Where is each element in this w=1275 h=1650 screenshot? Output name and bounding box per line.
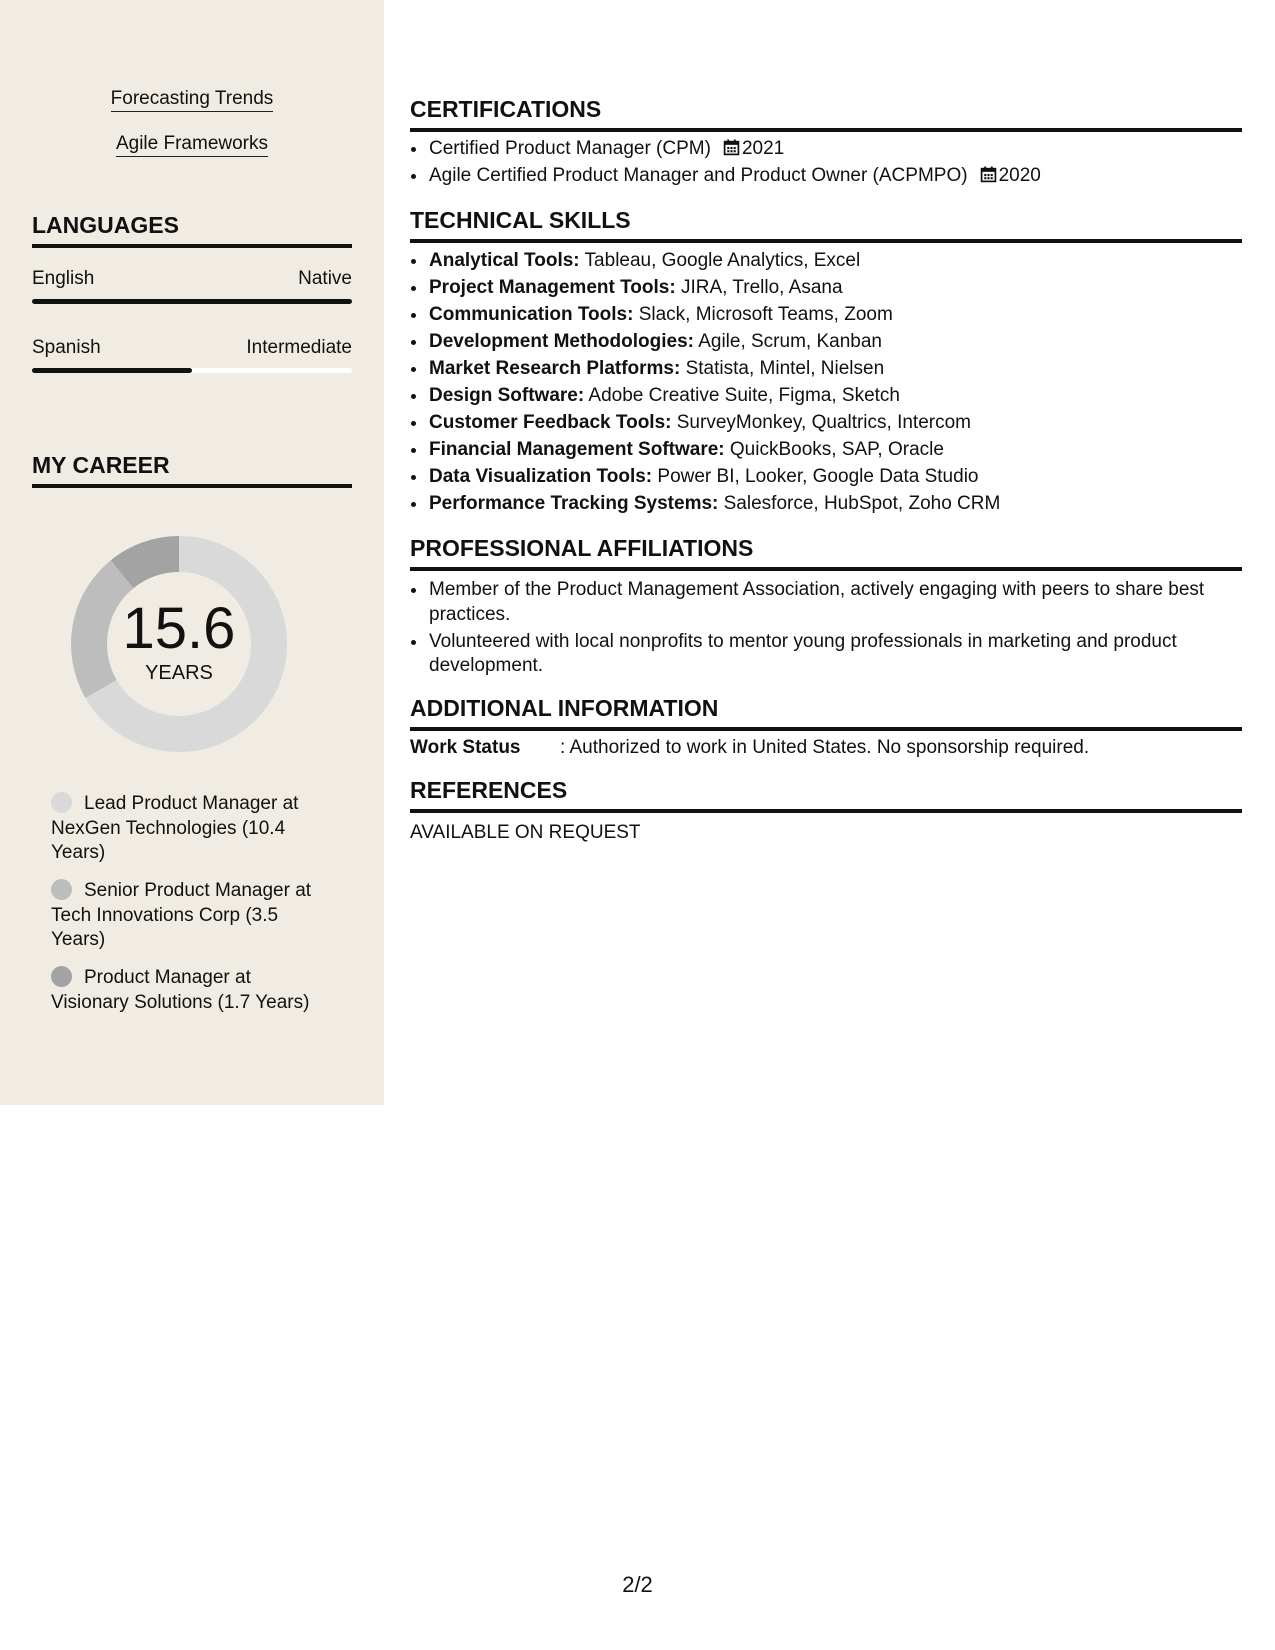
technical-skills-list	[428, 247, 1228, 517]
donut-segment-2	[122, 554, 179, 574]
language-name: English	[32, 268, 95, 289]
skill-category: Market Research Platforms:	[429, 358, 681, 379]
skill-link[interactable]	[0, 133, 384, 155]
skill-category: Customer Feedback Tools:	[429, 412, 672, 433]
page-number: 2/2	[622, 1572, 653, 1597]
certification-item	[428, 135, 1228, 162]
work-status-row	[410, 737, 1089, 759]
certifications-list	[428, 135, 1228, 189]
additional-info-heading: ADDITIONAL INFORMATION	[410, 695, 1242, 731]
affiliation-item: • Member of the Product Management Association, actively engaging with peers to share best practices.	[428, 578, 1228, 627]
calendar-icon	[980, 166, 997, 183]
career-total-number: 15.6	[122, 596, 236, 661]
technical-skill-item	[428, 274, 1228, 301]
language-name: Spanish	[32, 337, 101, 358]
skill-category: Communication Tools:	[429, 304, 634, 325]
skill-tools: Tableau, Google Analytics, Excel	[579, 250, 861, 271]
certification-year: 2021	[741, 138, 785, 159]
skill-tools: JIRA, Trello, Asana	[675, 277, 843, 298]
legend-dot-icon	[51, 966, 72, 987]
language-level: Intermediate	[246, 337, 352, 358]
skill-link[interactable]	[0, 88, 384, 110]
career-legend-text: Senior Product Manager at Tech Innovations Corp (3.5 Years)	[51, 880, 312, 950]
skill-label: Agile Frameworks	[116, 133, 268, 157]
skill-category: Financial Management Software:	[429, 439, 725, 460]
language-row	[32, 337, 352, 359]
skill-tools: Power BI, Looker, Google Data Studio	[652, 466, 979, 487]
skill-category: Performance Tracking Systems:	[429, 493, 719, 514]
skill-tools: SurveyMonkey, Qualtrics, Intercom	[671, 412, 972, 433]
career-legend-item	[51, 879, 321, 953]
skill-category: Development Methodologies:	[429, 331, 694, 352]
language-proficiency-fill	[32, 368, 192, 373]
affiliations-heading: PROFESSIONAL AFFILIATIONS	[410, 535, 1242, 571]
skill-category: Analytical Tools:	[429, 250, 580, 271]
technical-skill-item	[428, 301, 1228, 328]
legend-dot-icon	[51, 792, 72, 813]
language-proficiency-fill	[32, 299, 352, 304]
certification-item	[428, 162, 1228, 189]
career-legend-text: Lead Product Manager at NexGen Technologies (10.4 Years)	[51, 793, 299, 863]
technical-skill-item	[428, 328, 1228, 355]
certification-name: Agile Certified Product Manager and Product Owner (ACPMPO)	[429, 165, 968, 186]
skill-tools: Statista, Mintel, Nielsen	[680, 358, 885, 379]
certification-year: 2020	[998, 165, 1041, 186]
language-proficiency-bar	[32, 368, 352, 373]
affiliations-list	[428, 578, 1228, 681]
sidebar	[0, 0, 384, 1105]
skill-label: Forecasting Trends	[111, 88, 274, 112]
work-status-label: Work Status	[410, 737, 521, 758]
skill-tools: Slack, Microsoft Teams, Zoom	[633, 304, 893, 325]
technical-skill-item	[428, 490, 1228, 517]
skill-category: Design Software:	[429, 385, 585, 406]
references-text: AVAILABLE ON REQUEST	[410, 822, 641, 843]
technical-skill-item	[428, 463, 1228, 490]
career-heading: MY CAREER	[32, 452, 352, 488]
technical-skill-item	[428, 382, 1228, 409]
references-heading: REFERENCES	[410, 777, 1242, 813]
skill-tools: Salesforce, HubSpot, Zoho CRM	[718, 493, 1001, 514]
affiliation-item: • Volunteered with local nonprofits to mentor young professionals in marketing and product development.	[428, 630, 1228, 679]
legend-dot-icon	[51, 879, 72, 900]
language-proficiency-bar	[32, 299, 352, 304]
language-level: Native	[298, 268, 352, 289]
career-total	[66, 597, 292, 685]
skill-tools: Adobe Creative Suite, Figma, Sketch	[584, 385, 900, 406]
skill-category: Project Management Tools:	[429, 277, 676, 298]
languages-heading: LANGUAGES	[32, 212, 352, 248]
career-total-unit: YEARS	[145, 662, 213, 684]
certification-name: Certified Product Manager (CPM)	[429, 138, 711, 159]
technical-skill-item	[428, 355, 1228, 382]
language-row	[32, 268, 352, 290]
technical-skill-item	[428, 247, 1228, 274]
career-legend-item	[51, 966, 321, 1015]
career-legend-item	[51, 792, 321, 866]
skill-category: Data Visualization Tools:	[429, 466, 653, 487]
technical-skill-item	[428, 409, 1228, 436]
technical-skill-item	[428, 436, 1228, 463]
skill-tools: QuickBooks, SAP, Oracle	[724, 439, 944, 460]
skill-tools: Agile, Scrum, Kanban	[693, 331, 882, 352]
certifications-heading: CERTIFICATIONS	[410, 96, 1242, 132]
work-status-value: : Authorized to work in United States. No sponsorship required.	[560, 737, 1090, 758]
technical-skills-heading: TECHNICAL SKILLS	[410, 207, 1242, 243]
career-legend-text: Product Manager at Visionary Solutions (1.7 Years)	[51, 967, 310, 1013]
calendar-icon	[723, 139, 740, 156]
